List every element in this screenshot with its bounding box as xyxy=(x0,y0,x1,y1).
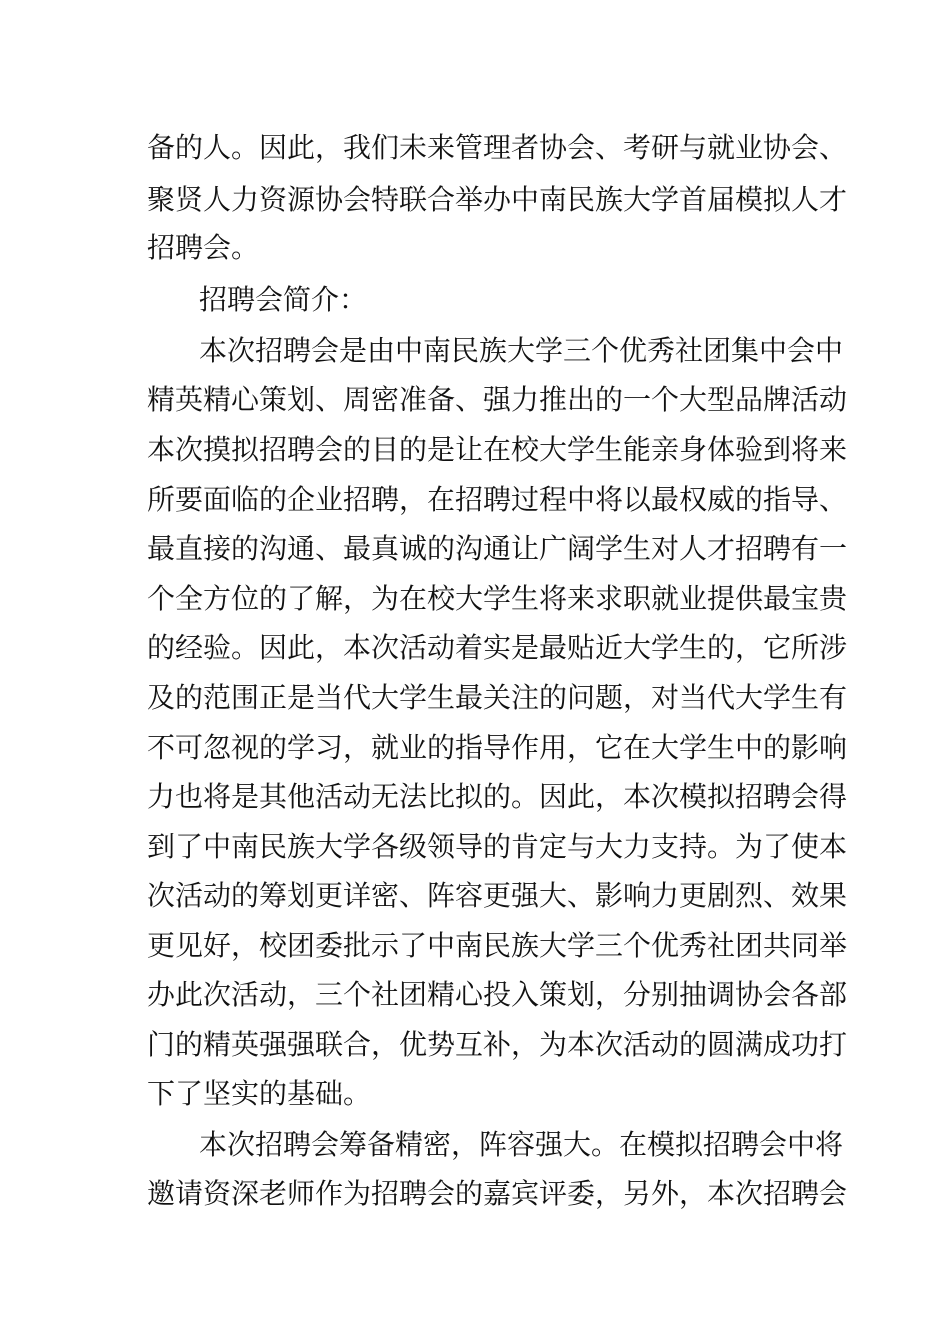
text-line: 的经验。因此，本次活动着实是最贴近大学生的，它所涉 xyxy=(147,631,848,664)
section-heading: 招聘会简介： xyxy=(199,283,368,316)
text-line: 本次招聘会是由中南民族大学三个优秀社团集中会中 xyxy=(199,334,844,367)
text-line: 邀请资深老师作为招聘会的嘉宾评委，另外，本次招聘会 xyxy=(147,1177,848,1210)
text-line: 招聘会。 xyxy=(147,231,260,264)
text-line: 本次招聘会筹备精密，阵容强大。在模拟招聘会中将 xyxy=(199,1128,844,1161)
text-line: 下了坚实的基础。 xyxy=(147,1077,372,1110)
text-line: 次活动的筹划更详密、阵容更强大、影响力更剧烈、效果 xyxy=(147,879,848,912)
text-line: 本次摸拟招聘会的目的是让在校大学生能亲身体验到将来 xyxy=(147,433,848,466)
text-line: 备的人。因此，我们未来管理者协会、考研与就业协会、 xyxy=(147,131,848,164)
text-line: 聚贤人力资源协会特联合举办中南民族大学首届模拟人才 xyxy=(147,183,848,216)
text-line: 办此次活动，三个社团精心投入策划，分别抽调协会各部 xyxy=(147,978,848,1011)
text-line: 力也将是其他活动无法比拟的。因此，本次模拟招聘会得 xyxy=(147,780,848,813)
text-line: 所要面临的企业招聘，在招聘过程中将以最权威的指导、 xyxy=(147,483,848,516)
text-line: 门的精英强强联合，优势互补，为本次活动的圆满成功打 xyxy=(147,1028,848,1061)
text-line: 更见好，校团委批示了中南民族大学三个优秀社团共同举 xyxy=(147,929,848,962)
text-line: 个全方位的了解，为在校大学生将来求职就业提供最宝贵 xyxy=(147,582,848,615)
text-line: 精英精心策划、周密准备、强力推出的一个大型品牌活动 xyxy=(147,383,848,416)
text-line: 到了中南民族大学各级领导的肯定与大力支持。为了使本 xyxy=(147,830,848,863)
text-line: 及的范围正是当代大学生最关注的问题，对当代大学生有 xyxy=(147,681,848,714)
text-line: 最直接的沟通、最真诚的沟通让广阔学生对人才招聘有一 xyxy=(147,532,848,565)
text-line: 不可忽视的学习，就业的指导作用，它在大学生中的影响 xyxy=(147,731,848,764)
